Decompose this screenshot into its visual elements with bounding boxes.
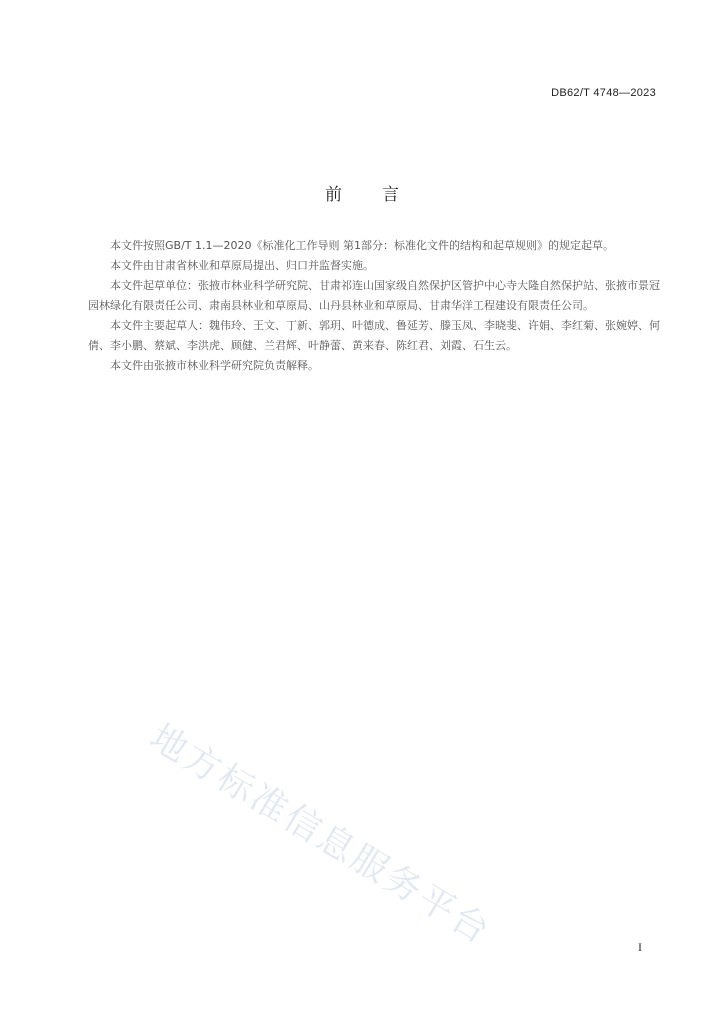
paragraph-drafting-units: 本文件起草单位：张掖市林业科学研究院、甘肃祁连山国家级自然保护区管护中心寺大隆自然保护站、张掖市景冠园林绿化有限责任公司、肃南县林业和草原局、山丹县林业和草原局、甘肃华洋工程建设有限责任公司。	[88, 279, 660, 312]
page-title: 前言	[325, 185, 439, 205]
paragraph-proposer: 本文件由甘肃省林业和草原局提出、归口并监督实施。	[110, 259, 374, 272]
page-number: I	[638, 940, 642, 954]
paragraph-drafting-basis: 本文件按照GB/T 1.1—2020《标准化工作导则 第1部分：标准化文件的结构和起草规则》的规定起草。	[110, 239, 614, 252]
document-code: DB62/T 4748—2023	[551, 87, 656, 99]
paragraph-drafters: 本文件主要起草人：魏伟玲、王文、丁新、郭玥、叶德成、鲁延芳、滕玉凤、李晓斐、许娟、李红菊、张婉婷、何倩、李小鹏、蔡斌、李洪虎、顾健、兰君辉、叶静蕾、黄来春、陈红君、刘霞、石生云。	[88, 319, 660, 352]
paragraph-interpretation: 本文件由张掖市林业科学研究院负责解释。	[110, 359, 319, 372]
document-body	[88, 236, 660, 376]
watermark: 地方标准信息服务平台	[142, 716, 499, 953]
